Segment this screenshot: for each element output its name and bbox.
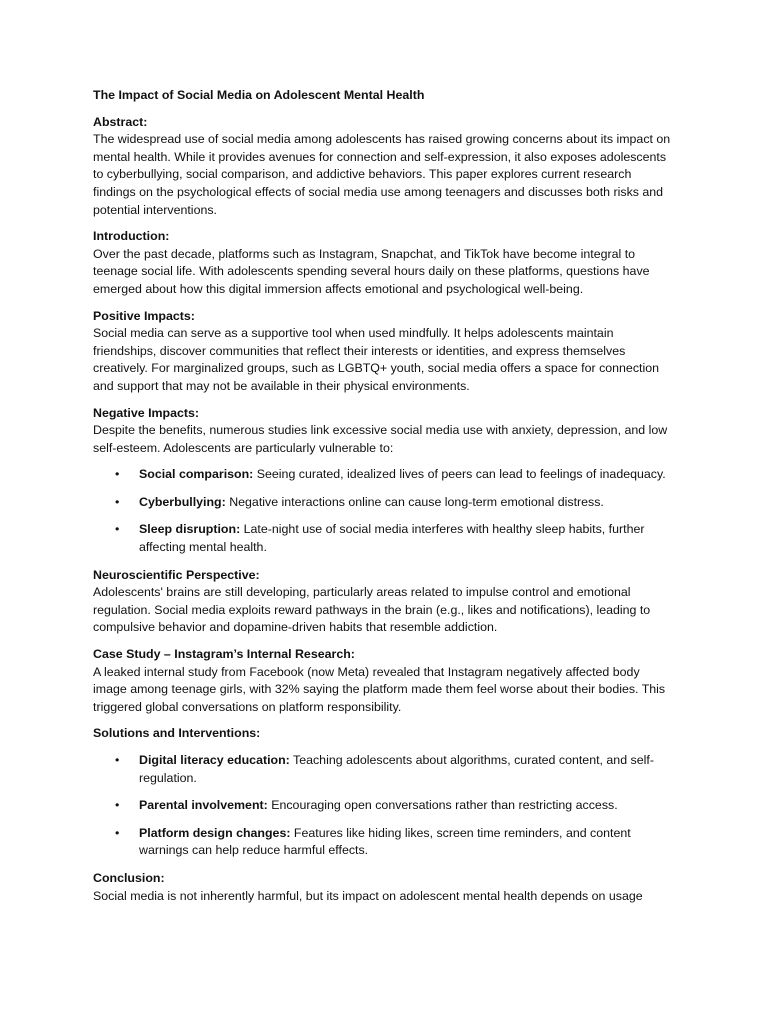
- positive-impacts-section: [93, 308, 675, 396]
- solutions-heading: Solutions and Interventions:: [93, 726, 261, 741]
- positive-impacts-heading: Positive Impacts:: [93, 308, 195, 323]
- bullet-icon: •: [115, 825, 120, 840]
- case-study-section: [93, 646, 675, 716]
- negative-impacts-heading: Negative Impacts:: [93, 405, 200, 420]
- list-item: [93, 797, 675, 815]
- introduction-body: Over the past decade, platforms such as Instagram, Snapchat, and TikTok have become integral to teenage social life. With adolescents spending several hours daily on these platforms, questions have emerged about how this digital immersion affects emotional and psychological well-being.: [93, 246, 650, 296]
- neuroscientific-body: Adolescents' brains are still developing, particularly areas related to impulse control and emotional regulation. Social media exploits reward pathways in the brain (e.g., likes and notifications), leading to compulsive behavior and dopamine-driven habits that resemble addiction.: [93, 585, 651, 635]
- neuroscientific-section: [93, 567, 675, 637]
- list-item: [93, 825, 675, 860]
- list-item: [93, 752, 675, 787]
- bullet-term: Sleep disruption:: [139, 522, 241, 537]
- bullet-text: Late-night use of social media interferes with healthy sleep habits, further affecting mental health.: [139, 522, 645, 555]
- introduction-heading: Introduction:: [93, 229, 170, 244]
- introduction-section: [93, 228, 675, 298]
- positive-impacts-body: Social media can serve as a supportive tool when used mindfully. It helps adolescents maintain friendships, discover communities that reflect their interests or identities, and express themselves creatively. For marginalized groups, such as LGBTQ+ youth, social media offers a space for connection and support that may not be available in their physical environments.: [93, 326, 659, 393]
- bullet-term: Platform design changes:: [139, 825, 291, 840]
- neuroscientific-heading: Neuroscientific Perspective:: [93, 567, 260, 582]
- bullet-icon: •: [115, 798, 120, 813]
- abstract-body: The widespread use of social media among adolescents has raised growing concerns about its impact on mental health. While it provides avenues for connection and self-expression, it also exposes adolescents to cyberbullying, social comparison, and addictive behaviors. This paper explores current research findings on the psychological effects of social media use among teenagers and discusses both risks and potential interventions.: [93, 132, 671, 217]
- bullet-icon: •: [115, 467, 120, 482]
- bullet-text: Features like hiding likes, screen time reminders, and content warnings can help reduce harmful effects.: [139, 825, 631, 858]
- document-title: The Impact of Social Media on Adolescent Mental Health: [93, 88, 425, 102]
- bullet-icon: •: [115, 494, 120, 509]
- bullet-text: Negative interactions online can cause long-term emotional distress.: [225, 494, 604, 509]
- bullet-text: Encouraging open conversations rather than restricting access.: [267, 798, 618, 813]
- bullet-icon: •: [115, 753, 120, 767]
- negative-impacts-body: Despite the benefits, numerous studies link excessive social media use with anxiety, depression, and low self-esteem. Adolescents are particularly vulnerable to:: [93, 423, 668, 455]
- negative-impacts-section: [93, 405, 675, 557]
- conclusion-section: [93, 870, 675, 905]
- bullet-term: Cyberbullying:: [139, 494, 226, 509]
- conclusion-heading: Conclusion:: [93, 870, 165, 885]
- bullet-text: Teaching adolescents about algorithms, curated content, and self-regulation.: [139, 753, 654, 785]
- solutions-list: [93, 752, 675, 860]
- list-item: [93, 466, 675, 484]
- case-study-body: A leaked internal study from Facebook (now Meta) revealed that Instagram negatively affected body image among teenage girls, with 32% saying the platform made them feel worse about their bodies. This triggered global conversations on platform responsibility.: [93, 664, 666, 714]
- bullet-text: Seeing curated, idealized lives of peers can lead to feelings of inadequacy.: [253, 467, 666, 482]
- case-study-heading: Case Study – Instagram’s Internal Research:: [93, 647, 355, 662]
- solutions-section: [93, 725, 675, 860]
- list-item: [93, 494, 675, 512]
- bullet-term: Digital literacy education:: [139, 753, 290, 767]
- bullet-term: Parental involvement:: [139, 798, 268, 813]
- bullet-icon: •: [115, 522, 120, 537]
- abstract-section: [93, 114, 675, 220]
- conclusion-body: Social media is not inherently harmful, but its impact on adolescent mental health depends on usage: [93, 888, 643, 903]
- list-item: [93, 521, 675, 556]
- bullet-term: Social comparison:: [139, 467, 254, 482]
- abstract-heading: Abstract:: [93, 114, 148, 129]
- negative-impacts-list: [93, 466, 675, 556]
